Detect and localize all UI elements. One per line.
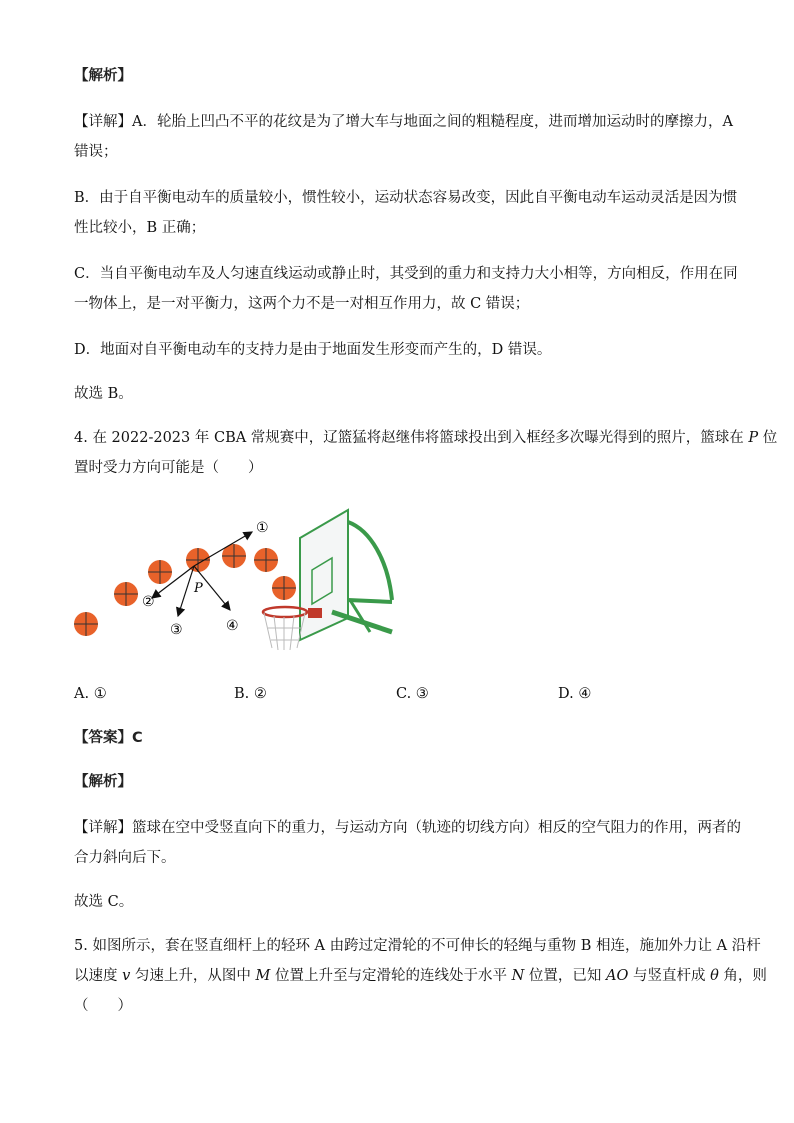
question-4-line1: 4. 在 2022-2023 年 CBA 常规赛中，辽篮猛将赵继伟将篮球投出到入框经多次曝光得到的照片，篮球在 P 位 — [74, 430, 778, 446]
prev-choice: 故选 B。 — [74, 386, 133, 402]
question-5-line1: 5. 如图所示，套在竖直细杆上的轻环 A 由跨过定滑轮的不可伸长的轻绳与重物 B 相连，施加外力让 A 沿杆 — [74, 938, 761, 954]
basketball — [114, 582, 138, 606]
arrow-label-2: ② — [142, 594, 155, 610]
option-d: D. ④ — [558, 686, 592, 702]
question-5-line2: 以速度 v 匀速上升，从图中 M 位置上升至与定滑轮的连线处于水平 N 位置，已知 AO 与竖直杆成 θ 角，则 — [74, 968, 767, 984]
point-p-label: P — [194, 581, 203, 596]
option-c: C. ③ — [396, 686, 429, 702]
question-4-line2: 置时受力方向可能是（ ） — [74, 460, 263, 476]
arrow-label-4: ④ — [226, 618, 239, 634]
basketball-trajectory — [74, 544, 296, 636]
answer-line: 【答案】C — [74, 730, 143, 746]
backboard — [300, 510, 392, 640]
q4-detail-line1: 【详解】篮球在空中受竖直向下的重力，与运动方向（轨迹的切线方向）相反的空气阻力的作用，两者的 — [74, 820, 741, 836]
basketball — [74, 612, 98, 636]
option-a: A. ① — [74, 686, 107, 702]
detail-b-line2: 性比较小，B 正确； — [74, 220, 206, 236]
basketball — [254, 548, 278, 572]
option-b: B. ② — [234, 686, 267, 702]
q4-detail-line2: 合力斜向后下。 — [74, 850, 176, 866]
detail-b-line1: B．由于自平衡电动车的质量较小，惯性较小，运动状态容易改变，因此自平衡电动车运动灵活是因为惯 — [74, 190, 738, 206]
basketball-figure — [70, 500, 400, 660]
detail-c-line2: 一物体上，是一对平衡力，这两个力不是一对相互作用力，故 C 错误； — [74, 296, 530, 312]
arrow-label-3: ③ — [170, 622, 183, 638]
basketball — [148, 560, 172, 584]
basketball — [272, 576, 296, 600]
q4-choice: 故选 C。 — [74, 894, 134, 910]
detail-d-line: D．地面对自平衡电动车的支持力是由于地面发生形变而产生的，D 错误。 — [74, 342, 552, 358]
question-5-line3: （ ） — [74, 998, 132, 1014]
detail-a-line2: 错误； — [74, 144, 118, 160]
arrow-label-1: ① — [256, 520, 269, 536]
detail-a-line1: 【详解】A．轮胎上凹凸不平的花纹是为了增大车与地面之间的粗糙程度，进而增加运动时的摩擦力，A — [74, 114, 733, 130]
detail-c-line1: C．当自平衡电动车及人匀速直线运动或静止时，其受到的重力和支持力大小相等，方向相反，作用在同 — [74, 266, 738, 282]
basketball — [186, 548, 210, 572]
analysis-heading: 【解析】 — [74, 68, 132, 84]
analysis-heading-q4: 【解析】 — [74, 774, 132, 790]
